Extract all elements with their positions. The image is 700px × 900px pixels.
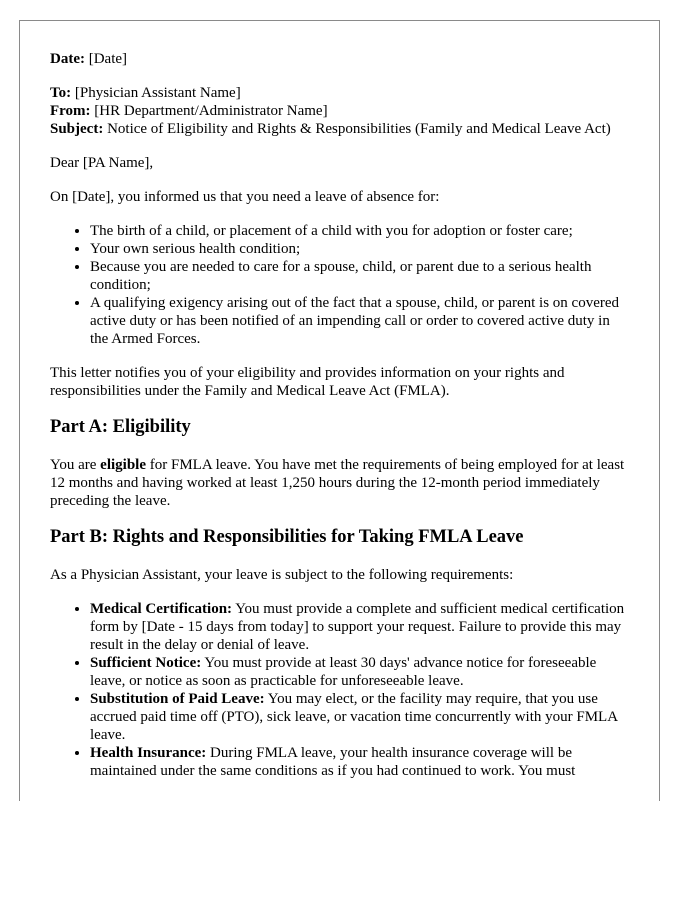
salutation: Dear [PA Name],: [50, 155, 154, 171]
eligibility-text-after: for FMLA leave. You have met the requirements of being employed for at least 12 months and having worked at least 1,250 hours during the 12-month period immediately preceding the leave.: [50, 457, 625, 509]
part-b-heading: Part B: Rights and Responsibilities for Taking FMLA Leave: [50, 527, 524, 547]
to-label: To:: [50, 85, 72, 101]
subject-label: Subject:: [50, 121, 104, 137]
from-line: [50, 102, 629, 120]
requirement-title: Health Insurance:: [90, 745, 207, 761]
to-line: [50, 84, 629, 102]
letter-content: [20, 21, 659, 780]
requirement-text: You must provide at least 30 days' advance notice for foreseeable leave, or notice as soon as practicable for unforeseeable leave.: [90, 655, 597, 689]
eligibility-text-before: You are: [50, 457, 101, 473]
eligibility-paragraph: [50, 456, 629, 510]
requirements-list: [50, 600, 629, 780]
list-item: [90, 600, 629, 654]
date-label: Date:: [50, 51, 85, 67]
intro-paragraph: On [Date], you informed us that you need a leave of absence for:: [50, 189, 440, 205]
requirement-title: Sufficient Notice:: [90, 655, 202, 671]
notice-paragraph: This letter notifies you of your eligibility and provides information on your rights and responsibilities under the Family and Medical Leave Act (FMLA).: [50, 365, 565, 399]
from-label: From:: [50, 103, 91, 119]
requirement-text: You must provide a complete and sufficient medical certification form by [Date - 15 days from today] to support your request. Failure to provide this may result in the delay or denial of leave.: [90, 601, 625, 653]
requirement-title: Medical Certification:: [90, 601, 233, 617]
to-value: [Physician Assistant Name]: [74, 85, 241, 101]
list-item: [90, 744, 629, 780]
requirement-text: During FMLA leave, your health insurance coverage will be maintained under the same conditions as if you had continued to work. You must: [90, 745, 576, 779]
subject-value: Notice of Eligibility and Rights & Responsibilities (Family and Medical Leave Act): [107, 121, 611, 137]
list-item: • A qualifying exigency arising out of the fact that a spouse, child, or parent is on covered active duty or has been notified of an impending call or order to covered active duty in the Armed Forces.: [90, 294, 629, 348]
list-item: • Because you are needed to care for a spouse, child, or parent due to a serious health condition;: [90, 258, 629, 294]
letter-header: [50, 84, 629, 138]
subject-line: [50, 120, 629, 138]
requirements-intro: As a Physician Assistant, your leave is subject to the following requirements:: [50, 567, 514, 583]
part-a-heading: Part A: Eligibility: [50, 417, 191, 437]
date-line: [50, 50, 629, 68]
date-value: [Date]: [88, 51, 128, 67]
requirement-text: You may elect, or the facility may require, that you use accrued paid time off (PTO), sick leave, or vacation time concurrently with your FMLA leave.: [90, 691, 618, 743]
eligibility-status: eligible: [100, 457, 146, 473]
list-item: [90, 654, 629, 690]
letter-page: [19, 20, 660, 801]
list-item: [90, 690, 629, 744]
leave-reasons-list: [50, 222, 629, 348]
list-item: • The birth of a child, or placement of a child with you for adoption or foster care;: [90, 222, 629, 240]
from-value: [HR Department/Administrator Name]: [94, 103, 328, 119]
list-item: • Your own serious health condition;: [90, 240, 629, 258]
requirement-title: Substitution of Paid Leave:: [90, 691, 265, 707]
